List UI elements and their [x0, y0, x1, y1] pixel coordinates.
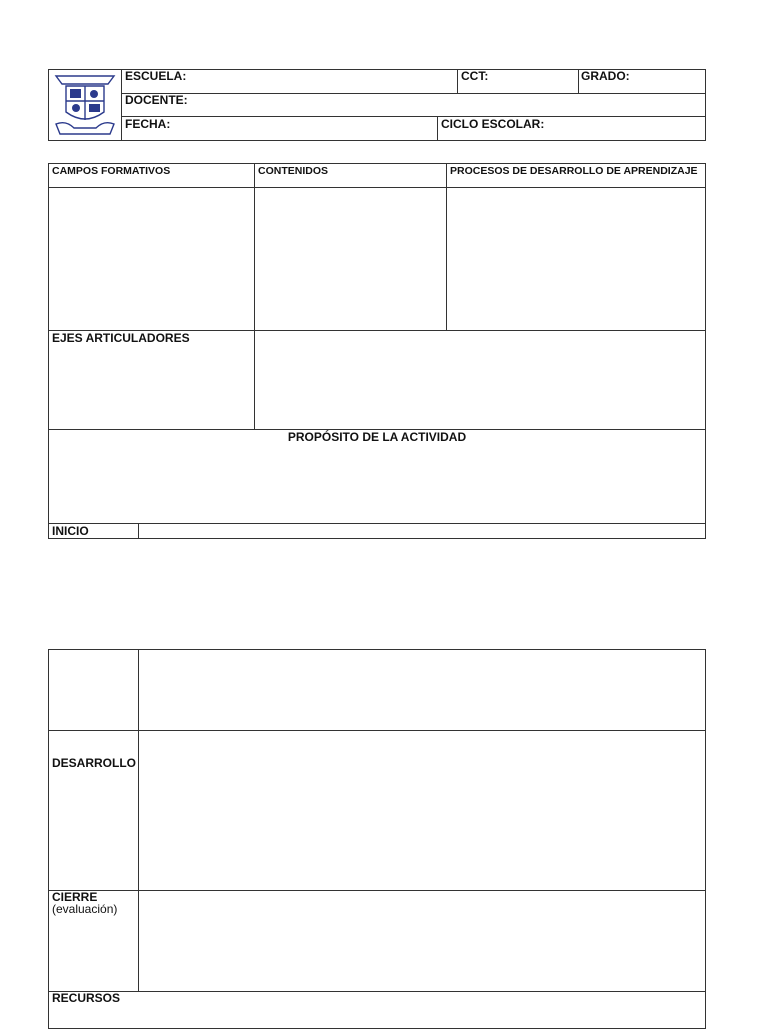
docente-label: DOCENTE: [125, 93, 188, 107]
recursos-label: RECURSOS [52, 991, 121, 1005]
cierre-note: (evaluación) [52, 902, 118, 916]
cct-label: CCT: [461, 69, 489, 83]
grado-label: GRADO: [581, 69, 630, 83]
campos-formativos-header: CAMPOS FORMATIVOS [52, 165, 171, 177]
inicio-label: INICIO [52, 524, 89, 538]
fecha-label: FECHA: [125, 117, 171, 131]
cierre-label: CIERRE [52, 890, 98, 904]
desarrollo-label: DESARROLLO [52, 756, 136, 770]
procesos-header: PROCESOS DE DESARROLLO DE APRENDIZAJE [450, 165, 698, 177]
school-crest-icon [52, 72, 118, 138]
ejes-articuladores-label: EJES ARTICULADORES [52, 331, 190, 345]
contenidos-header: CONTENIDOS [258, 165, 329, 177]
escuela-label: ESCUELA: [125, 69, 187, 83]
ciclo-escolar-label: CICLO ESCOLAR: [441, 117, 545, 131]
proposito-label: PROPÓSITO DE LA ACTIVIDAD [287, 430, 467, 444]
